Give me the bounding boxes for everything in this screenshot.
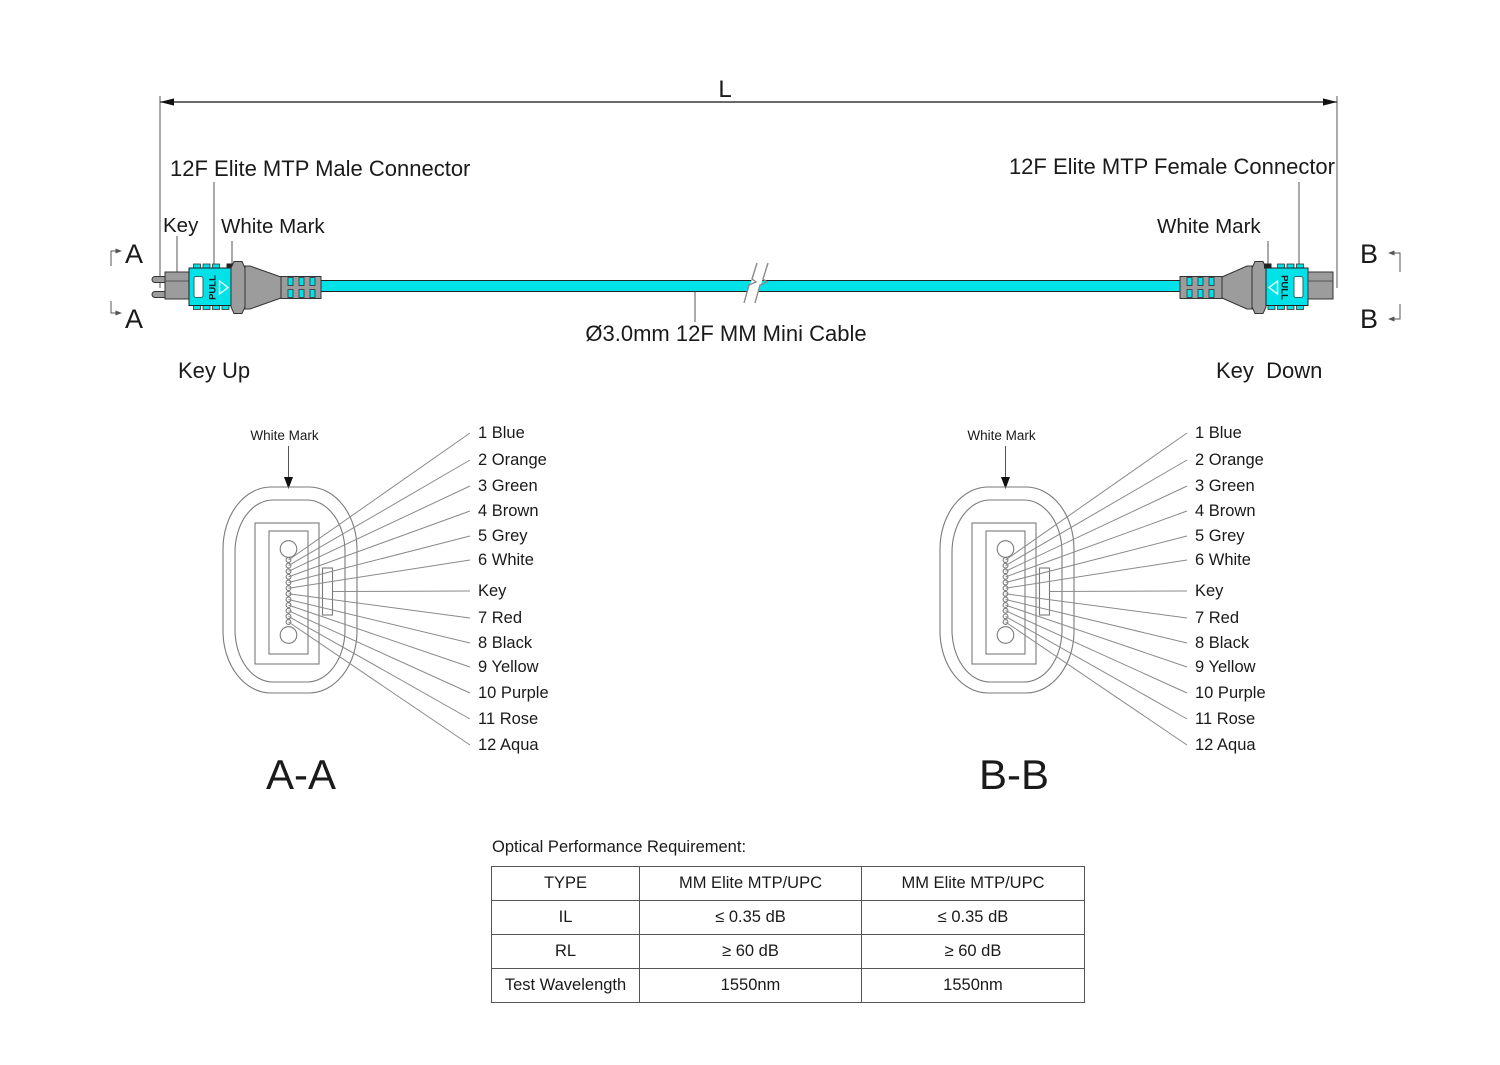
boot-taper <box>245 266 281 309</box>
cell-il-b: ≤ 0.35 dB <box>862 901 1085 935</box>
section-marker-a-top <box>111 239 143 269</box>
pull-label: PULL <box>1278 275 1290 300</box>
flange <box>1252 262 1266 314</box>
fiber-label-11: 11 Rose <box>478 710 539 728</box>
section-bb-title: B-B <box>978 751 1050 798</box>
fiber-label-3: 3 Green <box>478 477 538 495</box>
cell-rl-header: RL <box>492 935 640 969</box>
key-up-label: Key Up <box>178 358 251 383</box>
cross-section-bb <box>967 424 1265 798</box>
cell-wavelength-header: Test Wavelength <box>492 969 640 1003</box>
table-row <box>492 867 1085 901</box>
fiber-label-4: 4 Brown <box>478 502 539 520</box>
fiber-label-12: 12 Aqua <box>478 736 539 754</box>
fiber-label-6: 6 White <box>1195 551 1251 569</box>
white-mark-small-label: White Mark <box>250 428 319 443</box>
length-label: L <box>718 76 732 103</box>
cell-type-b: MM Elite MTP/UPC <box>862 867 1085 901</box>
white-mark <box>194 277 203 298</box>
white-mark-callout-right: White Mark <box>1157 215 1261 238</box>
cell-rl-a: ≥ 60 dB <box>640 935 862 969</box>
section-aa-title: A-A <box>265 751 337 798</box>
table-row <box>492 935 1085 969</box>
white-mark-callout-left: White Mark <box>221 215 325 238</box>
cross-section-geometry-bb <box>940 433 1187 745</box>
section-b-top-label: B <box>1360 239 1379 269</box>
section-b-bottom-label: B <box>1360 304 1379 334</box>
fiber-label-3: 3 Green <box>1195 477 1255 495</box>
table-title: Optical Performance Requirement: <box>492 838 747 856</box>
fiber-label-8: 8 Black <box>478 634 533 652</box>
section-marker-b-bottom <box>1360 304 1400 334</box>
key-down-label: Key Down <box>1216 358 1323 383</box>
white-mark-small-label: White Mark <box>967 428 1036 443</box>
section-a-bottom-label: A <box>125 304 144 334</box>
fiber-label-9: 9 Yellow <box>478 658 539 676</box>
cell-wavelength-a: 1550nm <box>640 969 862 1003</box>
flange <box>231 262 245 314</box>
fiber-label-11: 11 Rose <box>1195 710 1256 728</box>
fiber-label-4: 4 Brown <box>1195 502 1256 520</box>
section-marker-b-top <box>1360 239 1400 272</box>
fiber-label-1: 1 Blue <box>1195 424 1242 442</box>
guide-pin-hole <box>280 541 297 558</box>
fiber-callout-lines <box>289 433 471 745</box>
cable-spec-label: Ø3.0mm 12F MM Mini Cable <box>585 321 867 346</box>
table-row <box>492 901 1085 935</box>
table-row <box>492 969 1085 1003</box>
cell-il-header: IL <box>492 901 640 935</box>
fiber-label-7: 7 Red <box>478 609 523 627</box>
fiber-label-5: 5 Grey <box>478 527 528 545</box>
white-mark <box>1294 277 1303 298</box>
section-marker-a-bottom <box>111 301 143 334</box>
fiber-label-10: 10 Purple <box>1195 684 1266 702</box>
cross-section-aa <box>250 424 548 798</box>
fiber-label-2: 2 Orange <box>1195 451 1264 469</box>
cross-section-geometry <box>223 433 470 745</box>
fiber-array <box>286 558 291 625</box>
fiber-label-7: 7 Red <box>1195 609 1240 627</box>
cell-type-a: MM Elite MTP/UPC <box>640 867 862 901</box>
boot-taper <box>1222 266 1252 309</box>
optical-performance-section <box>491 838 1085 1003</box>
fiber-label-6: 6 White <box>478 551 534 569</box>
section-a-top-label: A <box>125 239 144 269</box>
cell-wavelength-b: 1550nm <box>862 969 1085 1003</box>
cell-rl-b: ≥ 60 dB <box>862 935 1085 969</box>
optical-performance-table <box>491 866 1085 1003</box>
dim-arrow-right <box>1323 98 1337 105</box>
fiber-label-12: 12 Aqua <box>1195 736 1256 754</box>
ferrule <box>165 272 190 299</box>
dimension-line-L <box>160 76 1337 288</box>
key-callout-label: Key <box>163 214 199 237</box>
ferrule <box>1308 272 1333 299</box>
cell-il-a: ≤ 0.35 dB <box>640 901 862 935</box>
leader-lines <box>177 182 1299 322</box>
female-connector <box>1180 262 1333 314</box>
fiber-label-2: 2 Orange <box>478 451 547 469</box>
guide-pin-hole <box>280 627 297 644</box>
female-connector-label: 12F Elite MTP Female Connector <box>1008 154 1335 179</box>
fiber-label-1: 1 Blue <box>478 424 525 442</box>
pull-label: PULL <box>207 275 219 300</box>
fiber-label-5: 5 Grey <box>1195 527 1245 545</box>
cell-type-header: TYPE <box>492 867 640 901</box>
fiber-label-8: 8 Black <box>1195 634 1250 652</box>
dim-arrow-left <box>160 98 174 105</box>
male-connector-label: 12F Elite MTP Male Connector <box>170 156 471 181</box>
key-label: Key <box>478 582 507 600</box>
fiber-label-9: 9 Yellow <box>1195 658 1256 676</box>
key-label: Key <box>1195 582 1224 600</box>
fiber-label-10: 10 Purple <box>478 684 549 702</box>
